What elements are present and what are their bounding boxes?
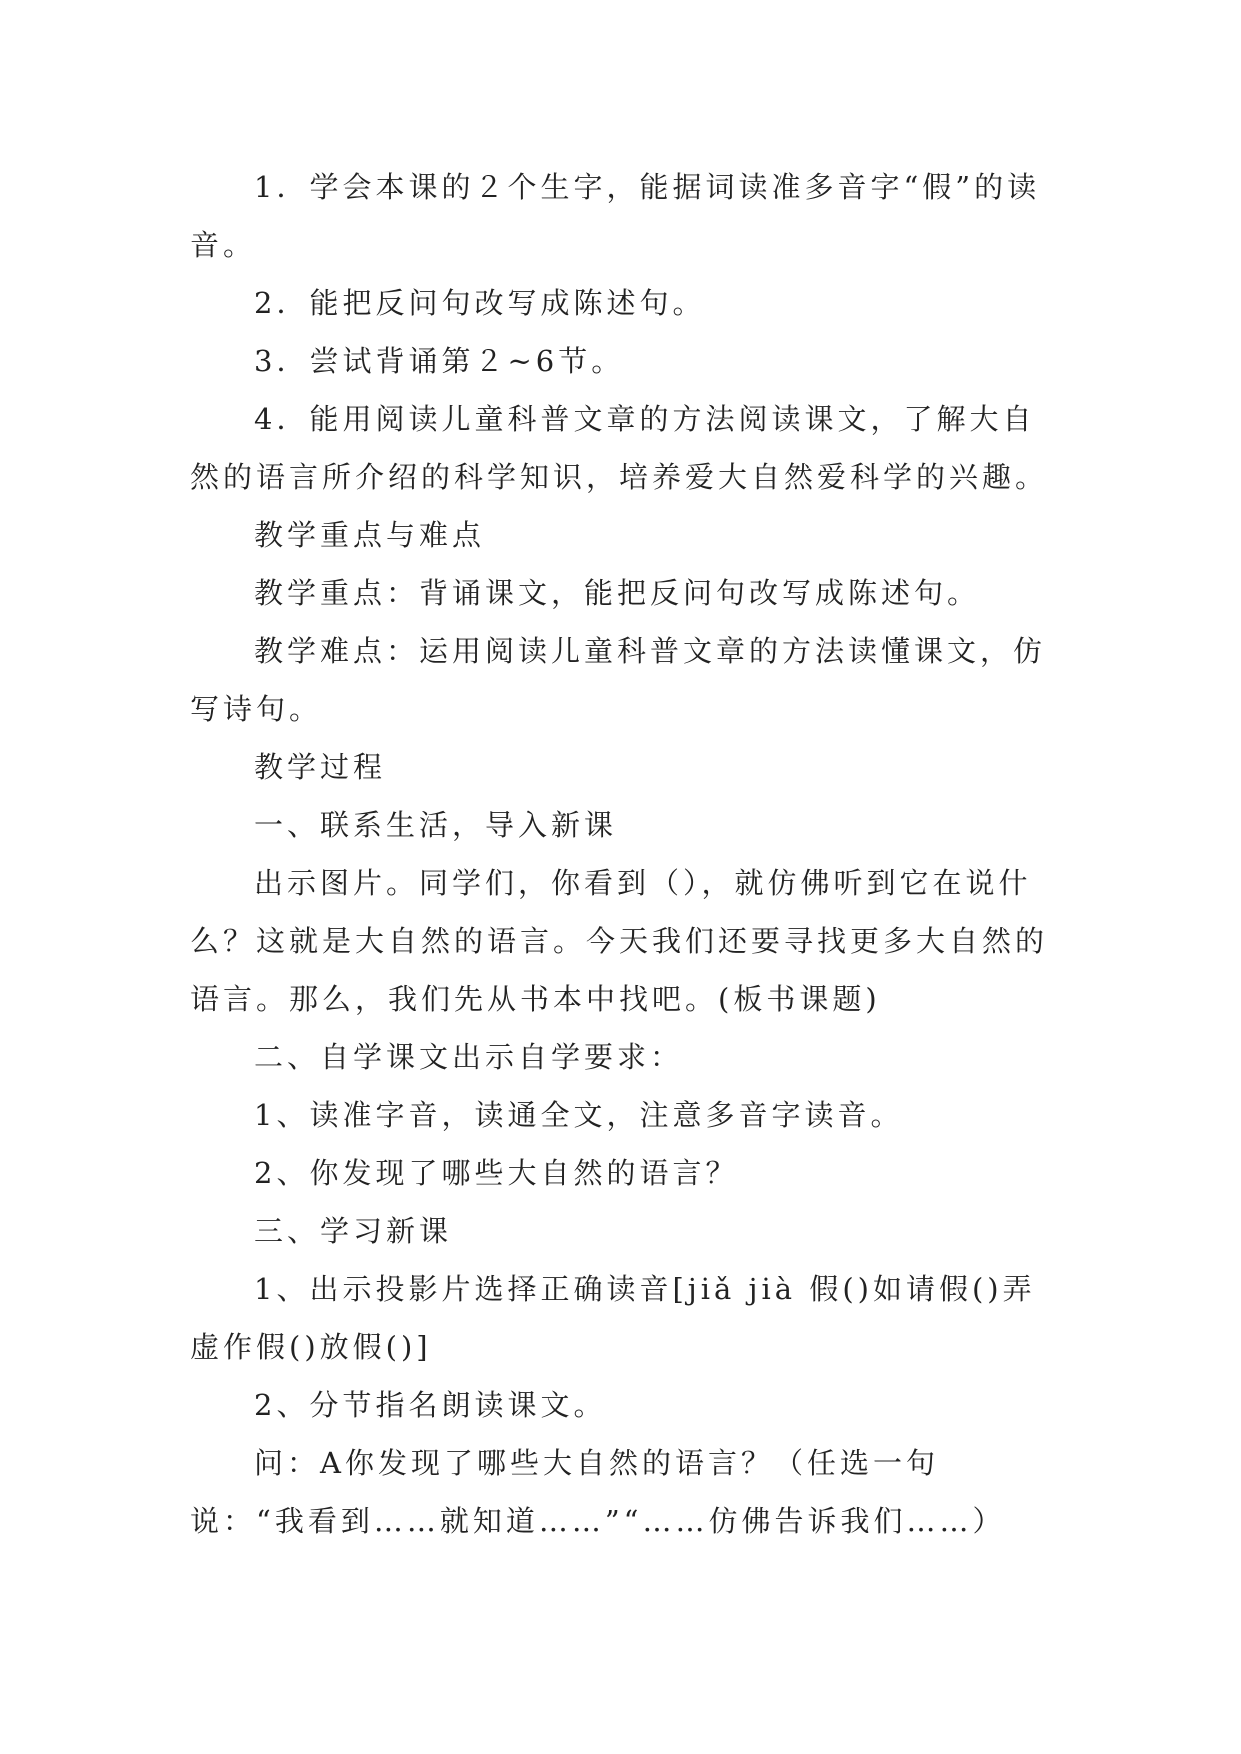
self-study-item-2: 2、你发现了哪些大自然的语言？ — [254, 1156, 739, 1190]
step-heading-2: 二、自学课文出示自学要求： — [254, 1040, 684, 1074]
step-heading-3: 三、学习新课 — [254, 1214, 453, 1248]
section-heading-key-points: 教学重点与难点 — [254, 518, 486, 552]
objective-3: 3．尝试背诵第２~6节。 — [254, 344, 625, 378]
difficult-point: 教学难点：运用阅读儿童科普文章的方法读懂课文，仿写诗句。 — [190, 634, 1047, 726]
lesson-item-1: 1、出示投影片选择正确读音[jiǎ jià 假()如请假()弄虚作假()放假()] — [190, 1272, 1036, 1364]
self-study-item-1: 1、读准字音，读通全文，注意多音字读音。 — [254, 1098, 904, 1132]
step-1-text: 出示图片。同学们，你看到（），就仿佛听到它在说什么？这就是大自然的语言。今天我们还要寻找更多大自然的语言。那么，我们先从书本中找吧。(板书课题) — [190, 866, 1049, 1016]
objective-2: 2．能把反问句改写成陈述句。 — [254, 286, 706, 320]
document-body — [190, 158, 1050, 1550]
lesson-item-2: 2、分节指名朗读课文。 — [254, 1388, 607, 1422]
lesson-question: 问：A你发现了哪些大自然的语言？（任选一句说：“我看到……就知道……”“……仿佛告诉我们……） — [190, 1446, 1006, 1538]
key-point: 教学重点：背诵课文，能把反问句改写成陈述句。 — [254, 576, 981, 610]
section-heading-process: 教学过程 — [254, 750, 387, 784]
step-heading-1: 一、联系生活，导入新课 — [254, 808, 618, 842]
objective-4: 4．能用阅读儿童科普文章的方法阅读课文，了解大自然的语言所介绍的科学知识，培养爱大自然爱科学的兴趣。 — [190, 402, 1049, 494]
objective-1: 1．学会本课的２个生字，能据词读准多音字“假”的读音。 — [190, 170, 1041, 262]
